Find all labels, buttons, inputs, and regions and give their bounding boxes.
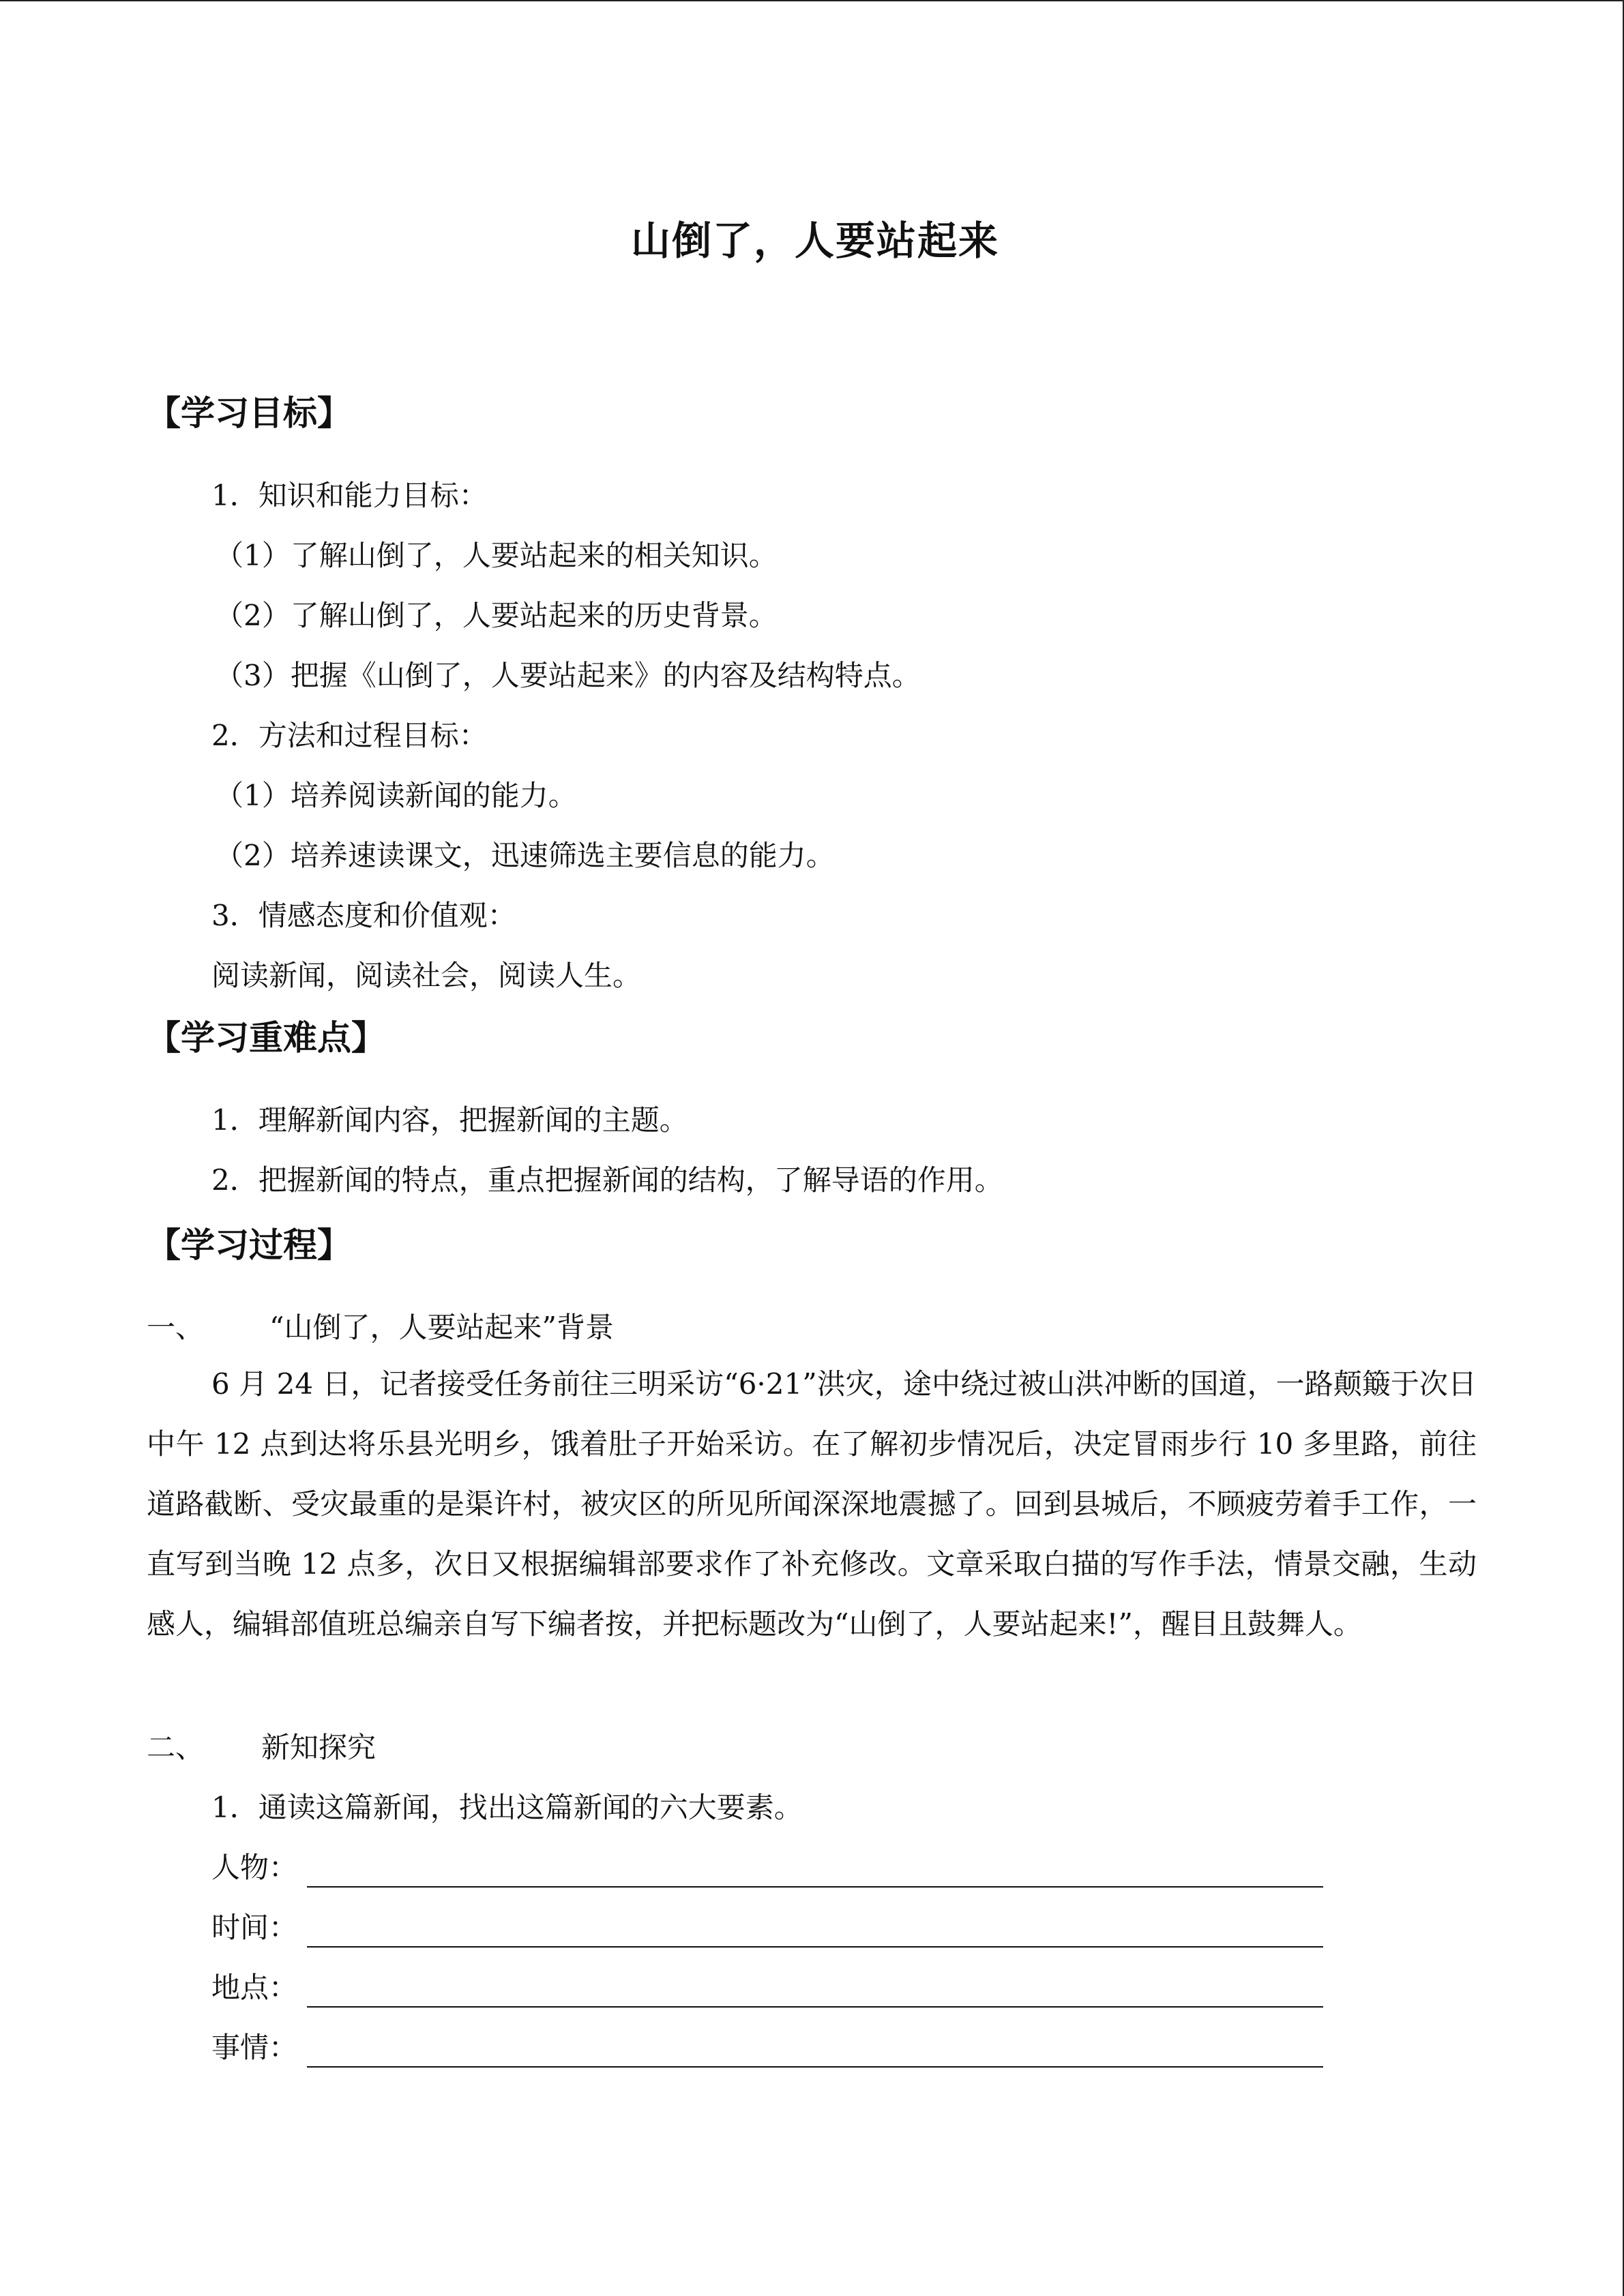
section-number: 二、: [147, 1731, 205, 1764]
objective-item: 阅读新闻，阅读社会，阅读人生。: [211, 959, 642, 992]
objective-item: 1．知识和能力目标：: [211, 479, 488, 512]
key-points-heading: 【学习重难点】: [147, 1018, 385, 1058]
section-heading: [147, 1304, 614, 1352]
objective-item: （1）了解山倒了，人要站起来的相关知识。: [215, 539, 778, 572]
question-text: 1．通读这篇新闻，找出这篇新闻的六大要素。: [211, 1791, 803, 1824]
objective-item: 2．方法和过程目标：: [211, 719, 488, 752]
background-paragraph: 6 月 24 日，记者接受任务前往三明采访“6·21”洪灾，途中绕过被山洪冲断的国道，一路颠簸于次日中午 12 点到达将乐县光明乡，饿着肚子开始采访。在了解初步情况后，决定冒雨步行 10 多里路，前往道路截断、受灾最重的是渠许村，被灾区的所见所闻深深地震撼了。回到县城后，不顾疲劳着手工作，一直写到当晚 12 点多，次日又根据编辑部要求作了补充修改。文章采取白描的写作手法，情景交融，生动感人，编辑部值班总编亲自写下编者按，并把标题改为“山倒了，人要站起来!”，醒目且鼓舞人。: [147, 1367, 1477, 1641]
blank-label: 时间：: [211, 1911, 298, 1944]
answer-line[interactable]: [307, 2066, 1323, 2068]
answer-line[interactable]: [307, 2006, 1323, 2008]
section-title: “山倒了，人要站起来”背景: [269, 1311, 614, 1344]
blank-label: 人物：: [211, 1851, 298, 1884]
key-point-item: 2．把握新闻的特点，重点把握新闻的结构，了解导语的作用。: [211, 1163, 1003, 1197]
blank-label: 地点：: [211, 1971, 298, 2004]
objective-item: 3．情感态度和价值观：: [211, 899, 516, 932]
blank-label: 事情：: [211, 2031, 298, 2064]
objective-item: （2）了解山倒了，人要站起来的历史背景。: [215, 599, 778, 632]
section-title: 新知探究: [261, 1731, 377, 1764]
objective-item: （2）培养速读课文，迅速筛选主要信息的能力。: [215, 839, 835, 872]
answer-line[interactable]: [307, 1886, 1323, 1888]
objectives-heading: 【学习目标】: [147, 393, 351, 433]
answer-line[interactable]: [307, 1946, 1323, 1948]
key-point-item: 1．理解新闻内容，把握新闻的主题。: [211, 1103, 688, 1137]
answer-blank-time: [211, 1904, 297, 1952]
answer-blank-place: [211, 1964, 297, 2012]
process-heading: 【学习过程】: [147, 1225, 351, 1265]
answer-blank-event: [211, 2024, 297, 2072]
page-title: 山倒了，人要站起来: [630, 218, 999, 264]
objective-item: （1）培养阅读新闻的能力。: [215, 779, 577, 812]
answer-blank-person: [211, 1844, 297, 1892]
objective-item: （3）把握《山倒了，人要站起来》的内容及结构特点。: [215, 659, 921, 692]
section-number: 一、: [147, 1311, 205, 1344]
section-heading: [147, 1724, 376, 1772]
